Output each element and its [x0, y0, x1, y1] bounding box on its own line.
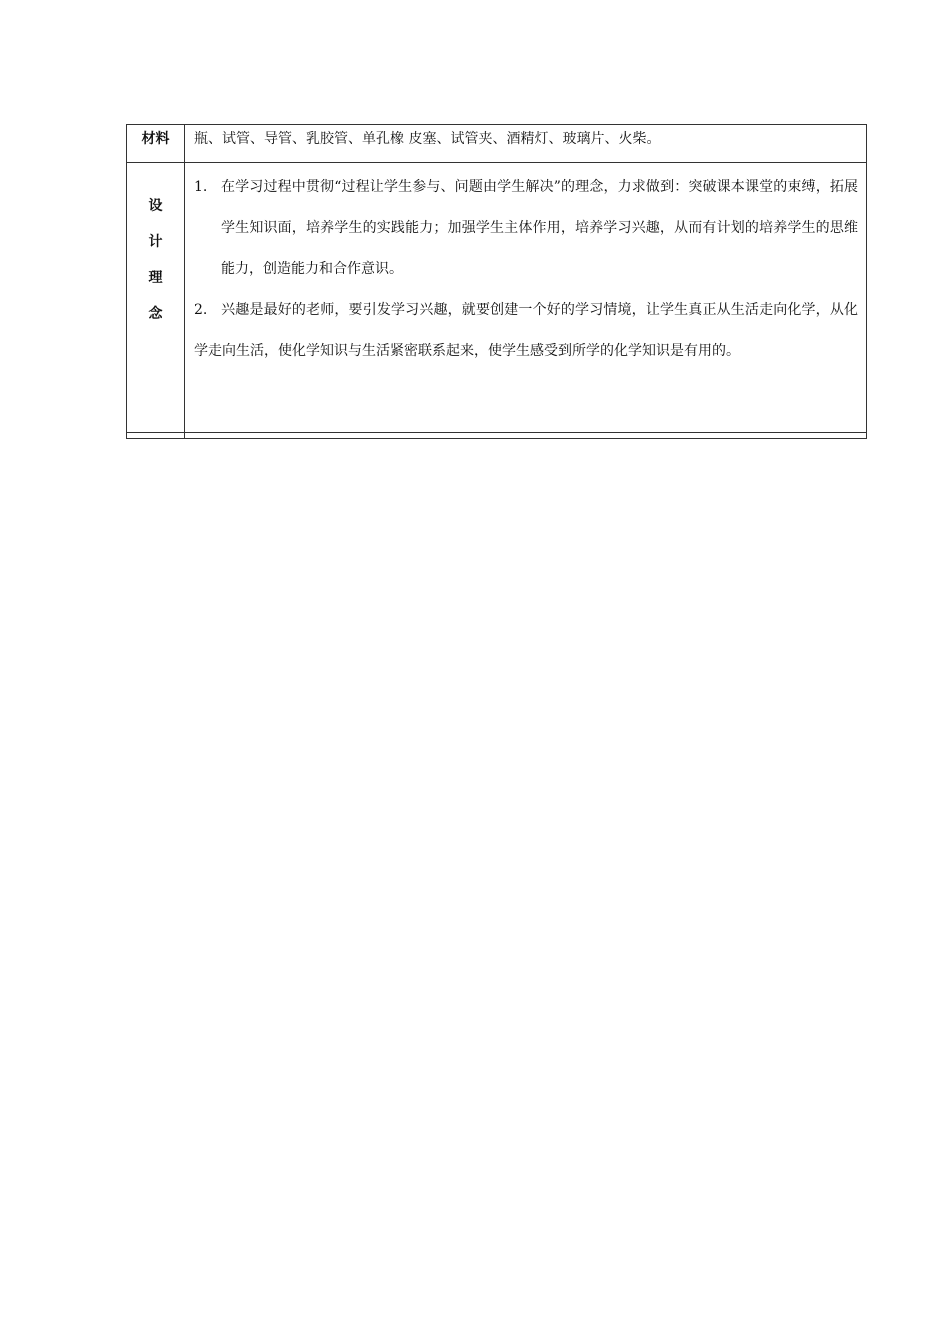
design-concept-content	[185, 163, 867, 439]
design-concept-label	[127, 163, 185, 439]
materials-label: 材料	[127, 125, 185, 163]
item-text: 兴趣是最好的老师，要引发学习兴趣，就要创建一个好的学习情境，让学生真正从生活走向化学，从化学走向生活，使化学知识与生活紧密联系起来，使学生感受到所学的化学知识是有用的。	[194, 302, 858, 359]
item-number: 1.	[194, 179, 208, 195]
materials-row	[127, 125, 867, 163]
item-text: 在学习过程中贯彻“过程让学生参与、问题由学生解决”的理念，力求做到：突破课本课堂的束缚，拓展学生知识面，培养学生的实践能力；加强学生主体作用，培养学习兴趣，从而有计划的培养学生的思维能力，创造能力和合作意识。	[221, 179, 858, 277]
design-concept-label-char: 理	[148, 270, 163, 286]
design-concept-item	[194, 167, 858, 290]
page-divider	[126, 432, 867, 433]
design-concept-label-char: 计	[148, 234, 163, 250]
design-concept-item	[194, 290, 858, 372]
design-concept-label-char: 念	[148, 306, 163, 322]
design-concept-row	[127, 163, 867, 439]
design-concept-label-char: 设	[148, 198, 163, 214]
item-number: 2.	[194, 302, 208, 318]
materials-content: 瓶、试管、导管、乳胶管、单孔橡 皮塞、试管夹、酒精灯、玻璃片、火柴。	[185, 125, 867, 163]
lesson-plan-table	[126, 124, 867, 439]
